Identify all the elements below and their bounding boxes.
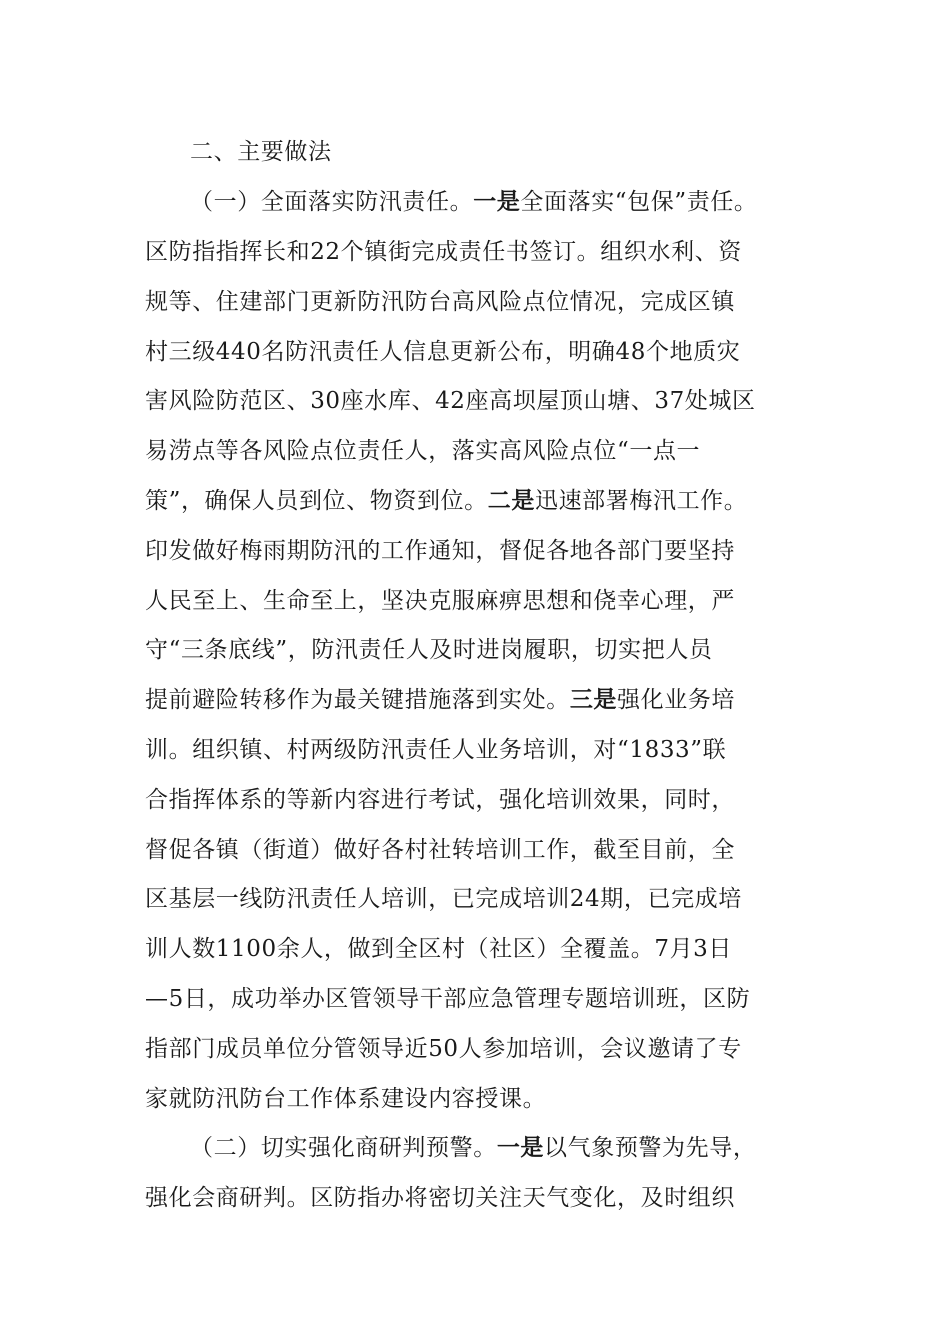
section-heading <box>190 137 332 167</box>
line-text: 全面落实“包保”责任。 <box>520 189 758 215</box>
paragraph-1-line-10 <box>145 635 713 665</box>
section-heading-text: 二、主要做法 <box>190 139 332 165</box>
line-text: 策”，确保人员到位、物资到位。 <box>145 488 488 514</box>
line-text: 训人数1100余人，做到全区村（社区）全覆盖。7月3日 <box>145 936 732 962</box>
subsection-title: （二）切实强化商研判预警。 <box>190 1135 497 1161</box>
paragraph-1-line-5 <box>145 386 756 416</box>
bold-marker: 一是 <box>496 1134 545 1161</box>
line-text: 指部门成员单位分管领导近50人参加培训，会议邀请了专 <box>145 1036 742 1062</box>
paragraph-1-line-17 <box>145 984 750 1014</box>
bold-marker: 一是 <box>473 188 521 215</box>
paragraph-2-line-2 <box>145 1183 735 1213</box>
line-text: 以气象预警为先导， <box>544 1135 757 1161</box>
paragraph-1-line-19 <box>145 1084 546 1114</box>
bold-marker: 二是 <box>487 487 535 514</box>
paragraph-1-line-11 <box>145 685 735 715</box>
line-text: 提前避险转移作为最关键措施落到实处。 <box>145 687 570 713</box>
line-text: 区防指指挥长和22个镇街完成责任书签订。组织水利、资 <box>145 239 742 265</box>
paragraph-1-line-14 <box>145 835 735 865</box>
paragraph-1-line-1 <box>190 187 758 217</box>
line-text: 区基层一线防汛责任人培训，已完成培训24期，已完成培 <box>145 886 742 912</box>
line-text: 督促各镇（街道）做好各村社转培训工作，截至目前，全 <box>145 837 735 863</box>
line-text: 易涝点等各风险点位责任人，落实高风险点位“一点一 <box>145 438 701 464</box>
paragraph-2-line-1 <box>190 1133 756 1163</box>
paragraph-1-line-2 <box>145 237 742 267</box>
paragraph-1-line-4 <box>145 337 740 367</box>
line-text: 守“三条底线”，防汛责任人及时进岗履职，切实把人员 <box>145 637 713 663</box>
line-text: —5日，成功举办区管领导干部应急管理专题培训班，区防 <box>145 986 751 1012</box>
line-text: 人民至上、生命至上，坚决克服麻痹思想和侥幸心理，严 <box>145 588 735 614</box>
paragraph-1-line-8 <box>145 536 735 566</box>
paragraph-1-line-6 <box>145 436 700 466</box>
paragraph-1-line-13 <box>145 785 735 815</box>
line-text: 训。组织镇、村两级防汛责任人业务培训，对“1833”联 <box>145 737 727 763</box>
line-text: 害风险防范区、30座水库、42座高坝屋顶山塘、37处城区 <box>145 388 756 414</box>
line-text: 村三级440名防汛责任人信息更新公布，明确48个地质灾 <box>145 339 741 365</box>
paragraph-1-line-18 <box>145 1034 742 1064</box>
paragraph-1-line-12 <box>145 735 726 765</box>
paragraph-1-line-16 <box>145 934 732 964</box>
line-text: 强化业务培 <box>617 687 736 713</box>
paragraph-1-line-7 <box>145 486 747 516</box>
paragraph-1-line-15 <box>145 884 742 914</box>
subsection-title: （一）全面落实防汛责任。 <box>190 189 474 215</box>
line-text: 强化会商研判。区防指办将密切关注天气变化，及时组织 <box>145 1185 735 1211</box>
line-text: 合指挥体系的等新内容进行考试，强化培训效果，同时， <box>145 787 735 813</box>
paragraph-1-line-9 <box>145 586 735 616</box>
line-text: 家就防汛防台工作体系建设内容授课。 <box>145 1086 547 1112</box>
line-text: 规等、住建部门更新防汛防台高风险点位情况，完成区镇 <box>145 289 735 315</box>
paragraph-1-line-3 <box>145 287 735 317</box>
line-text: 迅速部署梅汛工作。 <box>534 488 748 514</box>
line-text: 印发做好梅雨期防汛的工作通知，督促各地各部门要坚持 <box>145 538 735 564</box>
bold-marker: 三是 <box>569 686 618 713</box>
